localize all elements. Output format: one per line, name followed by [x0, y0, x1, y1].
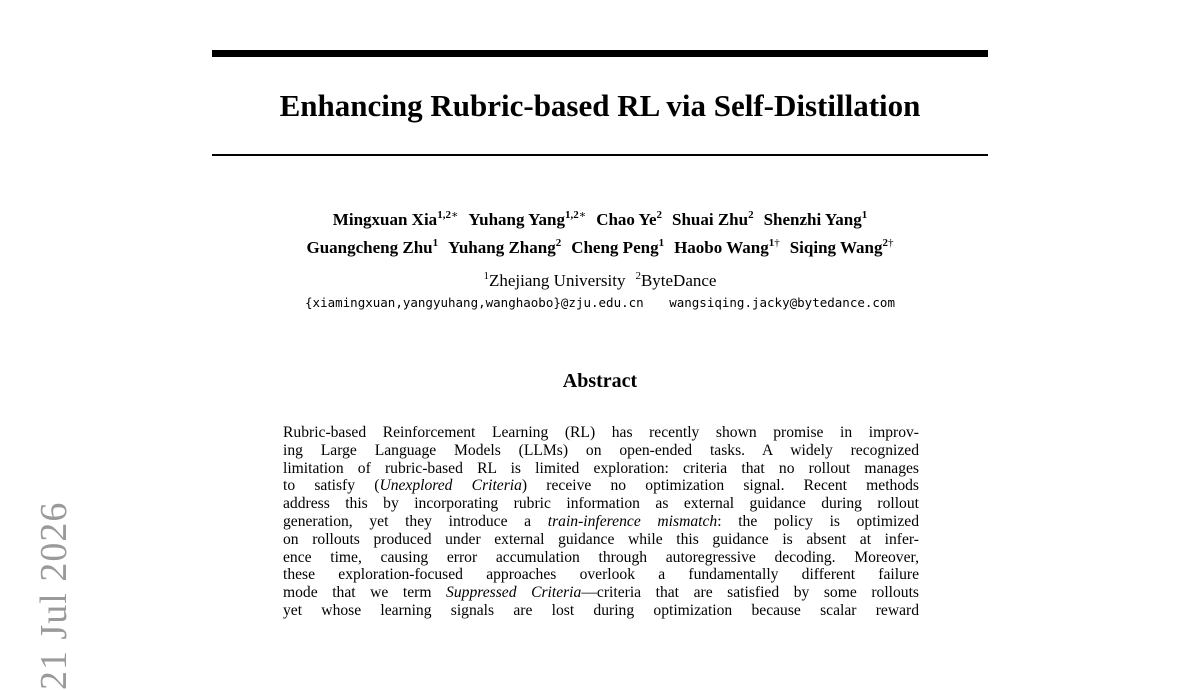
email-bytedance: wangsiqing.jacky@bytedance.com [669, 295, 895, 310]
affiliation: $^2$ByteDance [635, 270, 717, 290]
author-emails [150, 294, 1050, 312]
author-name: Guangcheng Zhu$^1$ [306, 237, 439, 257]
abstract-line: generation, yet they introduce a train-inference mismatch: the policy is optimized [283, 512, 919, 530]
abstract-line: limitation of rubric-based RL is limited exploration: criteria that no rollout manages [283, 459, 919, 477]
arxiv-stamp-date: 21 Jul 2026 [33, 501, 75, 690]
abstract-emphasis: Suppressed Criteria [446, 584, 582, 602]
abstract-line: ence time, causing error accumulation through autoregressive decoding. Moreover, [283, 548, 919, 566]
email-zju: {xiamingxuan,yangyuhang,wanghaobo}@zju.edu.cn [305, 295, 644, 310]
author-name: Shenzhi Yang$^1$ [763, 209, 868, 229]
abstract-line: yet whose learning signals are lost during optimization because scalar reward [283, 601, 919, 619]
abstract-line: ing Large Language Models (LLMs) on open-ended tasks. A widely recognized [283, 441, 919, 459]
author-name: Haobo Wang$^{1\dagger}$ [674, 237, 780, 257]
abstract-heading: Abstract [562, 370, 638, 392]
abstract-emphasis: Unexplored Criteria [379, 477, 522, 495]
author-list-row-1 [200, 209, 1000, 231]
author-name: Shuai Zhu$^2$ [672, 209, 754, 229]
abstract-line: on rollouts produced under external guidance while this guidance is absent at infer- [283, 530, 919, 548]
abstract-body [283, 424, 919, 620]
author-name: Mingxuan Xia$^{1,2∗}$ [332, 209, 459, 229]
author-list-row-2 [200, 237, 1000, 259]
abstract-line: to satisfy (Unexplored Criteria) receive no optimization signal. Recent methods [283, 477, 919, 495]
author-name: Chao Ye$^2$ [596, 209, 662, 229]
affiliation: $^1$Zhejiang University [483, 270, 626, 290]
author-name: Siqing Wang$^{2\dagger}$ [789, 237, 894, 257]
abstract-line: these exploration-focused approaches overlook a fundamentally different failure [283, 566, 919, 584]
abstract-line: mode that we term Suppressed Criteria—criteria that are satisfied by some rollouts [283, 584, 919, 602]
abstract-line: address this by incorporating rubric information as external guidance during rollout [283, 495, 919, 513]
abstract-emphasis: train-inference mismatch [547, 512, 718, 530]
paper-title: Enhancing Rubric-based RL via Self-Distillation [279, 88, 921, 123]
abstract-line: Rubric-based Reinforcement Learning (RL) has recently shown promise in improv- [283, 424, 919, 441]
author-name: Yuhang Yang$^{1,2∗}$ [468, 209, 587, 229]
author-name: Yuhang Zhang$^2$ [448, 237, 562, 257]
affiliations [200, 270, 1000, 292]
title-top-rule [212, 50, 988, 57]
author-name: Cheng Peng$^1$ [571, 237, 665, 257]
arxiv-side-stamp [14, 470, 94, 690]
title-bottom-rule [212, 154, 988, 156]
